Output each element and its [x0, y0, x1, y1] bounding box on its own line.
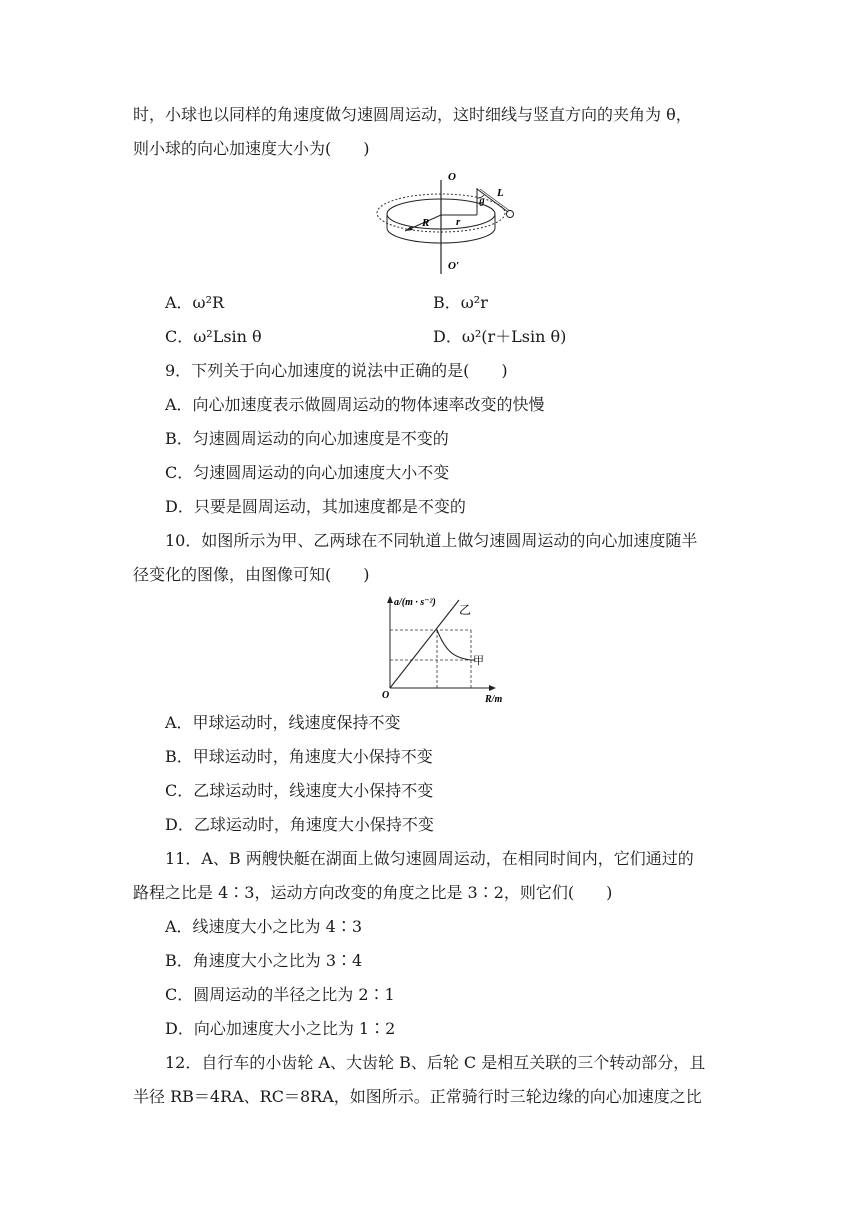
graph-ylabel: a/(m · s⁻²) — [394, 597, 436, 608]
graph-series-jia: 甲 — [473, 655, 484, 667]
q10-option-c: C．乙球运动时，线速度大小保持不变 — [165, 781, 434, 800]
q11-option-b: B．角速度大小之比为 3∶4 — [165, 951, 363, 970]
q9-option-c: C．匀速圆周运动的向心加速度大小不变 — [165, 463, 450, 482]
q10-stem-line1: 10．如图所示为甲、乙两球在不同轨道上做匀速圆周运动的向心加速度随半 — [165, 531, 698, 550]
q8-stem-line1: 时，小球也以同样的角速度做匀速圆周运动，这时细线与竖直方向的夹角为 θ， — [133, 105, 692, 124]
graph-series-yi: 乙 — [459, 603, 472, 617]
q11-stem-line2: 路程之比是 4∶3，运动方向改变的角度之比是 3∶2，则它们( ) — [133, 883, 613, 902]
label-L: L — [497, 187, 504, 199]
q9-option-b: B．匀速圆周运动的向心加速度是不变的 — [165, 429, 449, 448]
series-jia-curve — [437, 630, 475, 660]
q12-stem-line1: 12．自行车的小齿轮 A、大齿轮 B、后轮 C 是相互关联的三个转动部分，且 — [165, 1053, 706, 1072]
q9-option-a: A．向心加速度表示做圆周运动的物体速率改变的快慢 — [165, 395, 545, 414]
q9-stem: 9．下列关于向心加速度的说法中正确的是( ) — [165, 361, 508, 380]
q12-stem-line2: 半径 RB＝4RA、RC＝8RA，如图所示。正常骑行时三轮边缘的向心加速度之比 — [133, 1087, 702, 1106]
q8-option-c: C．ω²Lsin θ — [165, 327, 262, 346]
q11-option-a: A．线速度大小之比为 4∶3 — [165, 917, 363, 936]
label-O-prime: O′ — [448, 260, 460, 272]
series-yi-line — [390, 600, 459, 688]
label-theta: θ — [479, 198, 485, 209]
graph-origin: O — [382, 690, 390, 701]
q10-stem-line2: 径变化的图像，由图像可知( ) — [133, 565, 370, 584]
label-R: R — [422, 217, 430, 229]
q10-option-d: D．乙球运动时，角速度大小保持不变 — [165, 815, 434, 834]
q8-option-d: D．ω²(r＋Lsin θ) — [433, 327, 567, 346]
q8-stem-line2: 则小球的向心加速度大小为( ) — [133, 139, 370, 158]
label-r: r — [456, 216, 461, 228]
q9-option-d: D．只要是圆周运动，其加速度都是不变的 — [165, 497, 466, 516]
graph-xlabel: R/m — [485, 694, 503, 704]
q10-acceleration-radius-graph — [375, 592, 515, 704]
q10-option-a: A．甲球运动时，线速度保持不变 — [165, 713, 401, 732]
q8-option-a: A．ω²R — [165, 293, 225, 312]
q11-option-d: D．向心加速度大小之比为 1∶2 — [165, 1019, 396, 1038]
q8-turntable-figure — [370, 168, 530, 280]
q11-stem-line1: 11．A、B 两艘快艇在湖面上做匀速圆周运动，在相同时间内，它们通过的 — [165, 849, 694, 868]
q8-option-b: B．ω²r — [433, 293, 488, 312]
label-O: O — [448, 171, 456, 183]
q11-option-c: C．圆周运动的半径之比为 2∶1 — [165, 985, 395, 1004]
q10-option-b: B．甲球运动时，角速度大小保持不变 — [165, 747, 433, 766]
